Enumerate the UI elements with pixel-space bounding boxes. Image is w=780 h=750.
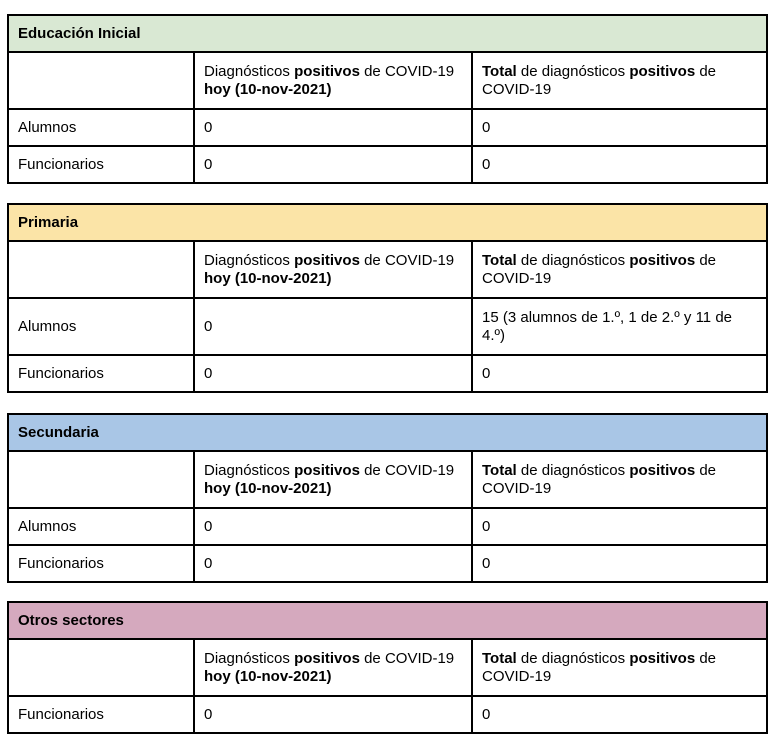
today-value: 0 — [194, 545, 472, 582]
table-row — [8, 508, 767, 545]
empty-header-cell — [8, 639, 194, 696]
empty-header-cell — [8, 451, 194, 508]
today-value: 0 — [194, 146, 472, 183]
section-title: Primaria — [8, 204, 767, 241]
section-table-primaria — [7, 203, 768, 393]
row-label: Alumnos — [8, 298, 194, 355]
section-title: Educación Inicial — [8, 15, 767, 52]
header-today-positive: Diagnósticos positivos de COVID-19 hoy (10-nov-2021) — [194, 451, 472, 508]
header-total-positive: Total de diagnósticos positivos de COVID-19 — [472, 451, 767, 508]
total-value: 15 (3 alumnos de 1.º, 1 de 2.º y 11 de 4.º) — [472, 298, 767, 355]
total-value: 0 — [472, 545, 767, 582]
table-row — [8, 355, 767, 392]
section-title-row — [8, 204, 767, 241]
header-today-positive: Diagnósticos positivos de COVID-19 hoy (10-nov-2021) — [194, 52, 472, 109]
row-label: Funcionarios — [8, 146, 194, 183]
today-value: 0 — [194, 298, 472, 355]
row-label: Funcionarios — [8, 545, 194, 582]
empty-header-cell — [8, 52, 194, 109]
header-total-positive: Total de diagnósticos positivos de COVID-19 — [472, 52, 767, 109]
column-header-row — [8, 52, 767, 109]
today-value: 0 — [194, 508, 472, 545]
table-row — [8, 146, 767, 183]
total-value: 0 — [472, 508, 767, 545]
row-label: Funcionarios — [8, 696, 194, 733]
empty-header-cell — [8, 241, 194, 298]
header-total-positive: Total de diagnósticos positivos de COVID-19 — [472, 639, 767, 696]
table-row — [8, 545, 767, 582]
section-table-secundaria — [7, 413, 768, 583]
section-title: Secundaria — [8, 414, 767, 451]
section-title: Otros sectores — [8, 602, 767, 639]
total-value: 0 — [472, 355, 767, 392]
section-title-row — [8, 15, 767, 52]
row-label: Alumnos — [8, 109, 194, 146]
total-value: 0 — [472, 109, 767, 146]
table-row — [8, 109, 767, 146]
total-value: 0 — [472, 696, 767, 733]
header-total-positive: Total de diagnósticos positivos de COVID-19 — [472, 241, 767, 298]
section-title-row — [8, 414, 767, 451]
column-header-row — [8, 241, 767, 298]
row-label: Alumnos — [8, 508, 194, 545]
total-value: 0 — [472, 146, 767, 183]
header-today-positive: Diagnósticos positivos de COVID-19 hoy (10-nov-2021) — [194, 639, 472, 696]
today-value: 0 — [194, 355, 472, 392]
header-today-positive: Diagnósticos positivos de COVID-19 hoy (10-nov-2021) — [194, 241, 472, 298]
table-row — [8, 696, 767, 733]
section-table-educacion-inicial — [7, 14, 768, 184]
column-header-row — [8, 451, 767, 508]
today-value: 0 — [194, 109, 472, 146]
column-header-row — [8, 639, 767, 696]
row-label: Funcionarios — [8, 355, 194, 392]
table-row — [8, 298, 767, 355]
today-value: 0 — [194, 696, 472, 733]
section-table-otros-sectores — [7, 601, 768, 734]
section-title-row — [8, 602, 767, 639]
